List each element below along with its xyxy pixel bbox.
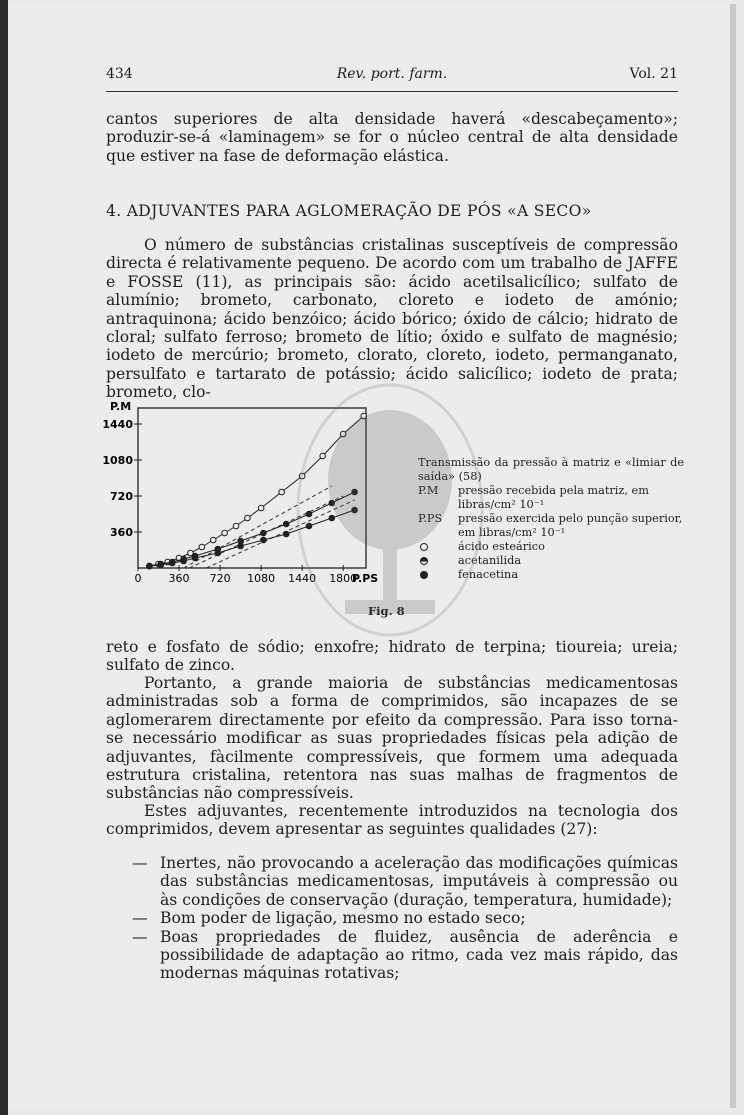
intro-paragraph: cantos superiores de alta densidade haverá «descabeçamento»; produzir-se-á «laminagem» se for o núcleo central de alta densidade que estiver na fase de deformação elástica. [106,110,678,165]
data-point-0 [299,473,305,479]
plot-frame [138,408,366,568]
volume-label: Vol. 21 [629,66,678,82]
qualities-list [106,854,678,983]
series-line-1 [149,492,354,566]
data-point-2 [352,507,358,513]
header-rule [106,91,678,92]
data-point-1 [306,511,312,517]
paragraph-2: Portanto, a grande maioria de substâncias medicamentosas administradas sob a forma de comprimidos, são incapazes de se aglomerarem directamente por efeito da compressão. Para isso torna-se necessário modificar as suas propriedades físicas pela adição de adjuvantes, fàcilmente compressíveis, que formem uma adequada estrutura cristalina, retentora nas suas malhas de fragmentos de substâncias não compressíveis. [106,674,678,803]
running-header [106,66,678,88]
paragraph-1: O número de substâncias cristalinas susceptíveis de compressão directa é relativamente pequeno. De acordo com um trabalho de JAFFE e FOSSE (11), as principais são: ácido acetilsalicílico; sulfato de alumínio; brometo, carbonato, cloreto e iodeto de amónio; antraquinona; ácido benzóico; ácido bórico; óxido de cálcio; hidrato de cloral; sulfato ferroso; brometo de lítio; óxido e sulfato de magnésio; iodeto de mercúrio; brometo, clorato, cloreto, iodeto, permanganato, persulfato e tartarato de potássio; ácido salicílico; iodeto de prata; brometo, clo- [106,236,678,402]
legend-series-2: fenacetina [418,568,684,582]
section-heading: 4. ADJUVANTES PARA AGLOMERAÇÃO DE PÓS «A SECO» [106,202,592,220]
data-point-0 [245,515,251,521]
y-tick-label: 360 [110,526,133,539]
open-circle-icon [420,543,428,551]
data-point-2 [169,560,175,566]
figure-legend [418,456,684,582]
data-point-1 [283,521,289,527]
paragraph-1-continued: reto e fosfato de sódio; enxofre; hidrato de terpina; tioureia; ureia; sulfato de zinco. [106,638,678,675]
paragraph-3: Estes adjuvantes, recentemente introduzidos na tecnologia dos comprimidos, devem apresentar as seguintes qualidades (27): [106,802,678,839]
y-tick-label: 720 [110,490,133,503]
half-filled-circle-icon [420,557,428,565]
journal-title: Rev. port. farm. [336,66,448,82]
legend-pm-text: pressão recebida pela matriz, em libras/cm² 10⁻¹ [458,484,649,511]
x-tick-label: 1440 [288,572,317,585]
x-tick-label: 0 [134,572,142,585]
x-tick-label: 1800 [329,572,358,585]
filled-circle-icon [420,571,428,579]
data-point-0 [210,537,216,543]
list-item: — Boas propriedades de fluidez, ausência de aderência e possibilidade de adaptação ao ritmo, cada vez mais rápido, das modernas máquinas rotativas; [132,927,678,983]
data-point-0 [233,523,239,529]
data-point-0 [222,530,228,536]
legend-title: Transmissão da pressão à matriz e «limiar de saída» (58) [418,456,684,483]
y-tick-label: 1440 [102,418,133,431]
data-point-0 [361,413,367,419]
data-point-2 [158,562,164,568]
figure-caption: Fig. 8 [368,604,405,618]
chart-svg [102,396,406,596]
data-point-2 [192,555,198,561]
data-point-2 [261,537,267,543]
x-axis-label: P.PS [352,572,379,585]
data-point-2 [215,550,221,556]
page-number: 434 [106,66,133,82]
data-point-2 [181,558,187,564]
legend-pps [418,512,684,540]
data-point-1 [261,530,267,536]
data-point-0 [258,505,264,511]
data-point-1 [329,500,335,506]
data-point-2 [329,515,335,521]
x-tick-label: 1080 [247,572,276,585]
data-point-2 [238,543,244,549]
data-point-2 [283,531,289,537]
figure-8 [102,396,684,626]
x-tick-label: 360 [168,572,190,585]
data-point-0 [320,453,326,459]
data-point-2 [306,523,312,529]
series-line-0 [149,416,363,566]
data-point-1 [352,489,358,495]
y-tick-label: 1080 [102,454,133,467]
book-spine [0,0,8,1115]
legend-series-0: ácido esteárico [418,540,684,554]
threshold-line [206,500,354,568]
x-tick-label: 720 [209,572,231,585]
data-point-0 [340,431,346,437]
legend-pm [418,484,684,512]
legend-pps-text: pressão exercida pelo punção superior, em libras/cm² 10⁻¹ [458,512,683,539]
data-point-0 [199,544,205,550]
data-point-2 [147,563,153,569]
data-point-0 [279,489,285,495]
list-item: — Inertes, não provocando a aceleração das modificações químicas das substâncias medicamentosas, imputáveis à compressão ou às condições de conservação (duração, temperatura, humidade); [132,854,678,909]
list-item: — Bom poder de ligação, mesmo no estado seco; [132,909,526,928]
y-axis-label: P.M [110,400,132,413]
legend-series-1: acetanilida [418,554,684,568]
legend-pm-key: P.M [418,484,439,497]
legend-pps-key: P.PS [418,512,443,525]
